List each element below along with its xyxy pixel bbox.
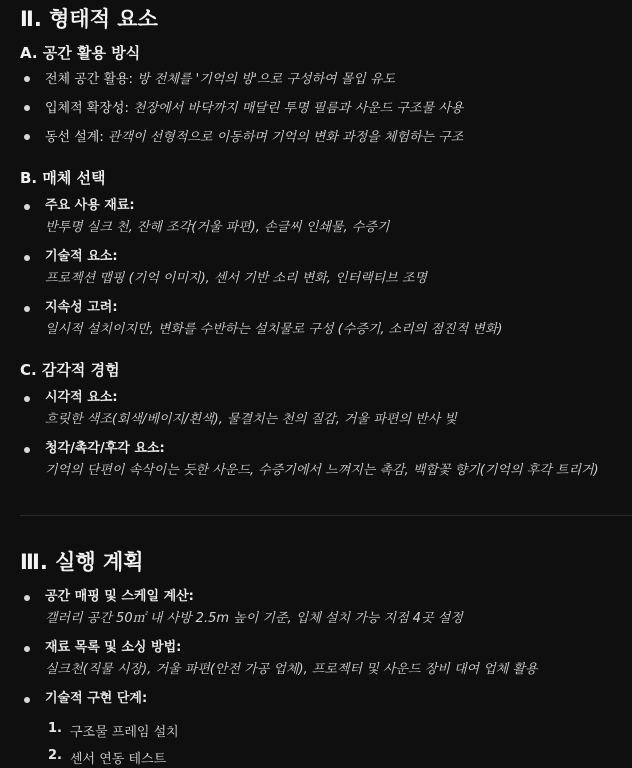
bullet — [24, 204, 30, 210]
bullet — [24, 255, 30, 261]
bullet — [24, 306, 30, 312]
item-value: 갤러리 공간 50㎡ 내 사방 2.5m 높이 기준, 입체 설치 가능 지점 4곳 설정 — [45, 611, 463, 626]
item-value: 천장에서 바닥까지 매달린 투명 필름과 사운드 구조물 사용 — [133, 101, 464, 116]
step-text: 센서 연동 테스트 — [70, 752, 167, 767]
section-divider — [20, 515, 632, 516]
item-label: 기술적 구현 단계: — [45, 691, 148, 706]
bullet — [24, 646, 30, 652]
item-label: 시각적 요소: — [45, 390, 118, 405]
item-label: 주요 사용 재료: — [45, 198, 135, 213]
bullet — [24, 76, 30, 82]
step-text: 구조물 프레임 설치 — [70, 725, 179, 740]
bullet — [24, 134, 30, 140]
step-number: 1. — [48, 721, 62, 736]
section-2-heading: Ⅱ. 형태적 요소 — [20, 7, 158, 31]
item-value: 실크천(직물 시장), 거울 파편(안전 가공 업체), 프로젝터 및 사운드 장비 대여 업체 활용 — [45, 662, 538, 677]
item-value: 일시적 설치이지만, 변화를 수반하는 설치물로 구성 (수증기, 소리의 점진적 변화) — [45, 322, 503, 337]
item-value: 관객이 선형적으로 이동하며 기억의 변화 과정을 체험하는 구조 — [107, 130, 464, 145]
section-3-heading: Ⅲ. 실행 계획 — [20, 550, 144, 574]
bullet — [24, 595, 30, 601]
list-item — [45, 72, 395, 88]
item-value: 기억의 단편이 속삭이는 듯한 사운드, 수증기에서 느껴지는 촉감, 백합꽃 향기(기억의 후각 트리거) — [45, 463, 599, 478]
bullet — [24, 396, 30, 402]
bullet — [24, 105, 30, 111]
subsection-c-heading: C. 감각적 경험 — [20, 361, 120, 379]
subsection-b-heading: B. 매체 선택 — [20, 169, 106, 187]
bullet — [24, 447, 30, 453]
list-item — [45, 130, 463, 146]
list-item — [45, 101, 463, 117]
step-number: 2. — [48, 748, 62, 763]
item-label: 동선 설계: — [45, 130, 108, 145]
item-value: 반투명 실크 천, 잔해 조각(거울 파편), 손글씨 인쇄물, 수증기 — [45, 220, 390, 235]
item-label: 지속성 고려: — [45, 300, 118, 315]
item-value: 방 전체를 '기억의 방'으로 구성하여 몰입 유도 — [137, 72, 396, 87]
item-value: 흐릿한 색조(회색/베이지/흰색), 물결치는 천의 질감, 거울 파편의 반사 빛 — [45, 412, 457, 427]
item-label: 입체적 확장성: — [45, 101, 133, 116]
item-label: 공간 매핑 및 스케일 계산: — [45, 589, 194, 604]
item-label: 청각/촉각/후각 요소: — [45, 441, 165, 456]
item-label: 기술적 요소: — [45, 249, 118, 264]
subsection-a-heading: A. 공간 활용 방식 — [20, 44, 141, 62]
item-label: 재료 목록 및 소싱 방법: — [45, 640, 182, 655]
bullet — [24, 697, 30, 703]
item-value: 프로젝션 맵핑 (기억 이미지), 센서 기반 소리 변화, 인터랙티브 조명 — [45, 271, 428, 286]
item-label: 전체 공간 활용: — [45, 72, 138, 87]
